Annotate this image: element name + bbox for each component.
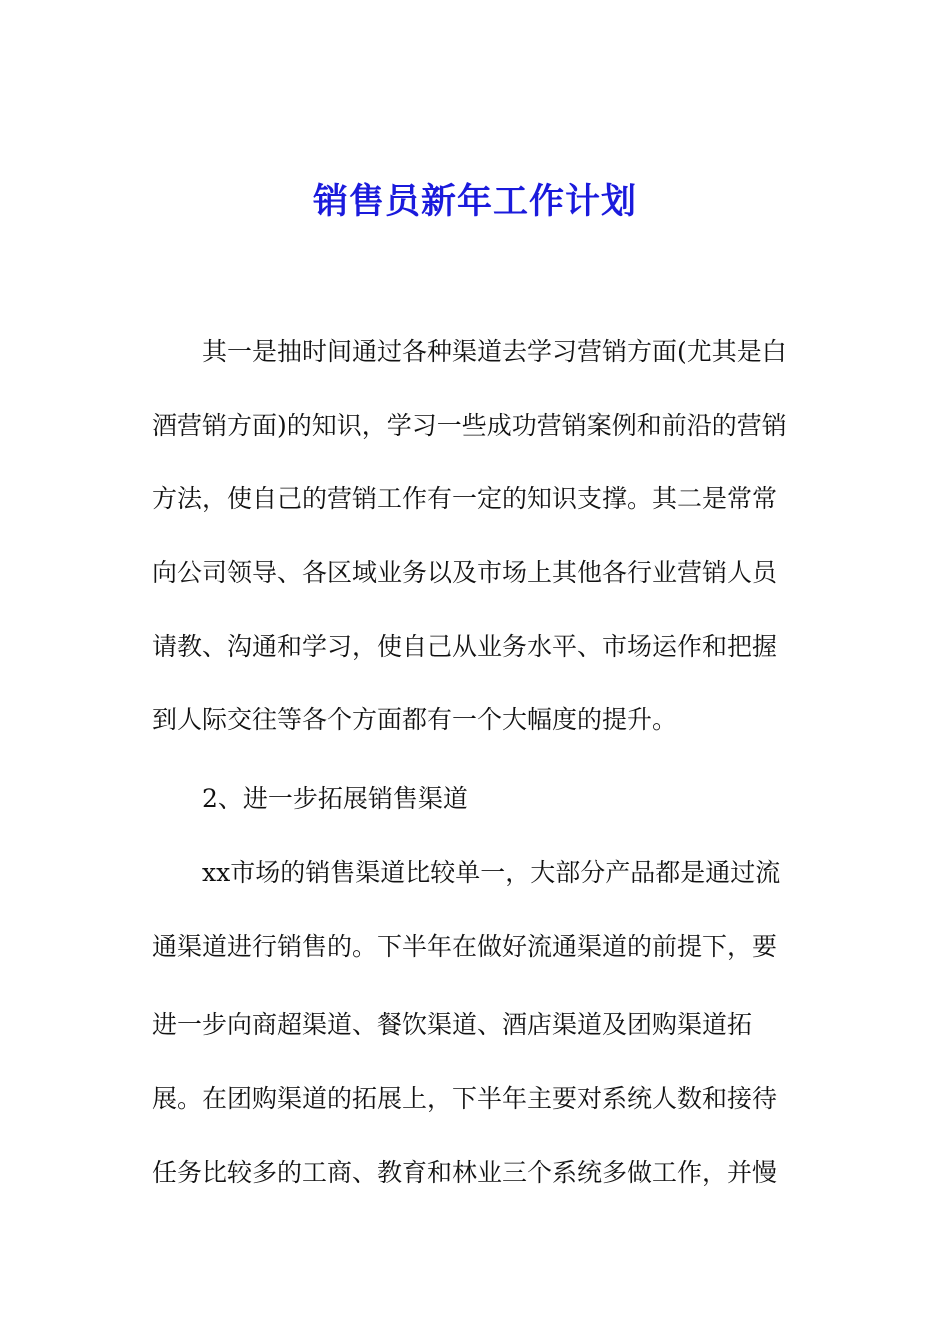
- paragraph-line-11: 任务比较多的工商、教育和林业三个系统多做工作，并慢: [152, 1158, 778, 1187]
- paragraph-line-9: 进一步向商超渠道、餐饮渠道、酒店渠道及团购渠道拓: [152, 1010, 753, 1039]
- section-heading: 2、进一步拓展销售渠道: [202, 784, 468, 813]
- paragraph-line-7: xx市场的销售渠道比较单一，大部分产品都是通过流: [202, 858, 781, 887]
- document-title: 销售员新年工作计划: [312, 182, 637, 222]
- paragraph-line-6: 到人际交往等各个方面都有一个大幅度的提升。: [152, 705, 678, 734]
- paragraph-line-2: 酒营销方面)的知识，学习一些成功营销案例和前沿的营销: [152, 411, 787, 440]
- paragraph-line-8: 通渠道进行销售的。下半年在做好流通渠道的前提下，要: [152, 932, 778, 961]
- paragraph-line-3: 方法，使自己的营销工作有一定的知识支撑。其二是常常: [152, 484, 778, 513]
- paragraph-line-1: 其一是抽时间通过各种渠道去学习营销方面(尤其是白: [202, 337, 787, 366]
- paragraph-line-10: 展。在团购渠道的拓展上，下半年主要对系统人数和接待: [152, 1084, 778, 1113]
- paragraph-line-4: 向公司领导、各区域业务以及市场上其他各行业营销人员: [152, 558, 778, 587]
- paragraph-line-5: 请教、沟通和学习，使自己从业务水平、市场运作和把握: [152, 632, 778, 661]
